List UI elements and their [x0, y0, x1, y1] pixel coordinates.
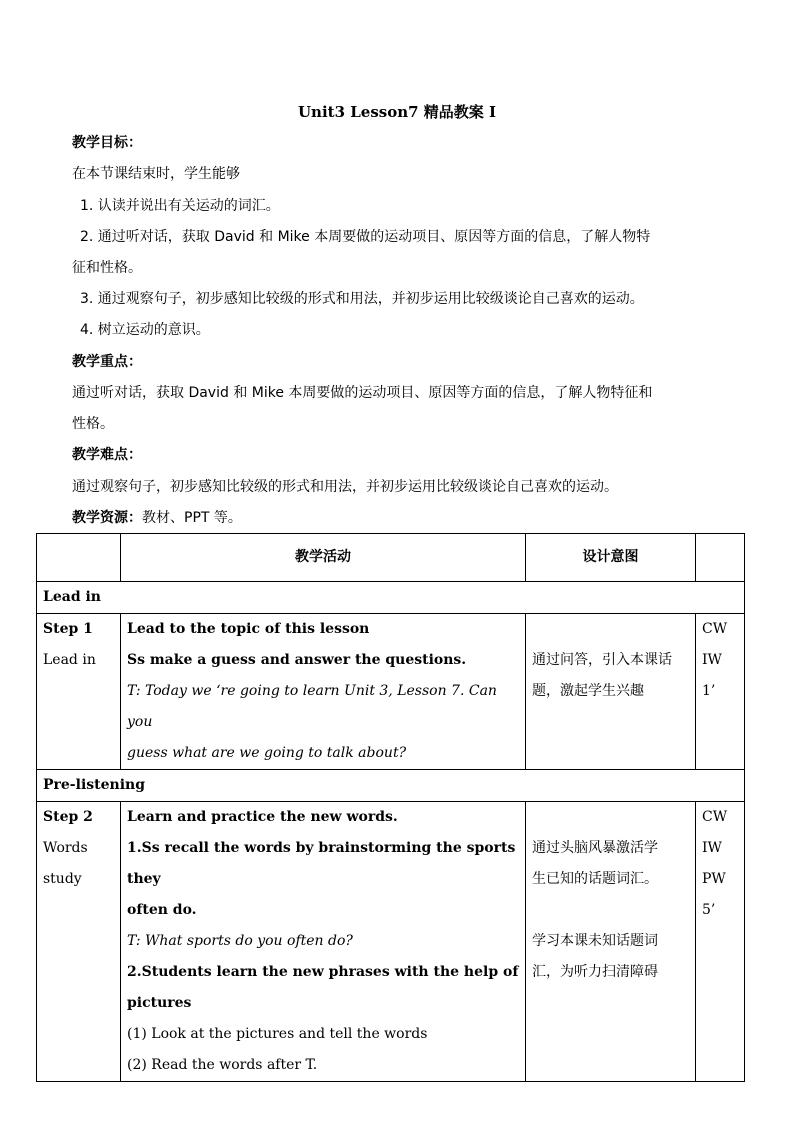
activity-line: often do. — [127, 902, 197, 918]
mode-line: CW — [702, 621, 728, 637]
activity-line: Lead to the topic of this lesson — [127, 621, 370, 637]
header-mode — [696, 534, 745, 582]
document-title: Unit3 Lesson7 精品教案 I — [297, 103, 497, 121]
step-name: study — [43, 871, 82, 887]
key-points-line: 性格。 — [72, 416, 114, 432]
intent-line: 题，激起学生兴趣 — [532, 683, 644, 699]
activity-line: T: Today we ‘re going to learn Unit 3, Lesson 7. Can you — [127, 683, 497, 730]
mode-line: IW — [702, 652, 722, 668]
intent-cell — [526, 802, 696, 1082]
intent-line: 生已知的话题词汇。 — [532, 871, 658, 887]
objective-item: 2. 通过听对话，获取 David 和 Mike 本周要做的运动项目、原因等方面的信息，了解人物特 — [80, 229, 651, 245]
intent-line: 通过问答，引入本课话 — [532, 652, 672, 668]
mode-cell — [696, 614, 745, 770]
objectives-heading: 教学目标： — [72, 135, 142, 151]
activity-line: pictures — [127, 995, 192, 1011]
resources-text: 教材、PPT 等。 — [142, 510, 242, 526]
section-label: Lead in — [37, 582, 745, 614]
objective-item-continued: 征和性格。 — [72, 260, 142, 276]
section-row-pre-listening — [37, 770, 745, 802]
section-label: Pre-listening — [37, 770, 745, 802]
step-name: Lead in — [43, 652, 96, 668]
header-intent: 设计意图 — [526, 534, 696, 582]
mode-line: 1’ — [702, 683, 716, 699]
difficulties-heading: 教学难点： — [72, 447, 142, 463]
objective-item: 3. 通过观察句子，初步感知比较级的形式和用法，并初步运用比较级谈论自己喜欢的运动。 — [80, 291, 644, 307]
activity-line: Learn and practice the new words. — [127, 809, 398, 825]
objectives-intro: 在本节课结束时，学生能够 — [72, 166, 240, 182]
intent-line — [532, 895, 689, 926]
difficulties-line: 通过观察句子，初步感知比较级的形式和用法，并初步运用比较级谈论自己喜欢的运动。 — [72, 479, 618, 495]
mode-line: 5’ — [702, 902, 716, 918]
step-number: Step 2 — [43, 809, 93, 825]
table-row-step-2 — [37, 802, 745, 1082]
intent-line — [532, 614, 689, 645]
intent-line: 通过头脑风暴激活学 — [532, 840, 658, 856]
intent-line — [532, 802, 689, 833]
intent-line: 汇，为听力扫清障碍 — [532, 964, 658, 980]
activity-line: guess what are we going to talk about? — [127, 745, 407, 761]
objective-item: 1. 认读并说出有关运动的词汇。 — [80, 198, 280, 214]
table-header-row — [37, 534, 745, 582]
activity-line: (2) Read the words after T. — [127, 1057, 318, 1073]
table-row-step-1 — [37, 614, 745, 770]
activity-line: (1) Look at the pictures and tell the words — [127, 1026, 428, 1042]
objective-item: 4. 树立运动的意识。 — [80, 322, 210, 338]
header-step — [37, 534, 121, 582]
mode-line: CW — [702, 809, 728, 825]
mode-line: IW — [702, 840, 722, 856]
intent-line: 学习本课未知话题词 — [532, 933, 658, 949]
step-name: Words — [43, 840, 88, 856]
activity-cell — [121, 802, 526, 1082]
key-points-line: 通过听对话，获取 David 和 Mike 本周要做的运动项目、原因等方面的信息，了解人物特征和 — [72, 385, 653, 401]
step-cell — [37, 614, 121, 770]
mode-line: PW — [702, 871, 726, 887]
activity-line: Ss make a guess and answer the questions. — [127, 652, 467, 668]
lesson-activity-table — [36, 533, 745, 1082]
resources-heading: 教学资源： — [72, 510, 142, 526]
intent-cell — [526, 614, 696, 770]
section-row-lead-in — [37, 582, 745, 614]
activity-line: T: What sports do you often do? — [127, 933, 353, 949]
mode-cell — [696, 802, 745, 1082]
key-points-heading: 教学重点： — [72, 354, 142, 370]
activity-line: 2.Students learn the new phrases with the help of — [127, 964, 519, 980]
header-activity: 教学活动 — [121, 534, 526, 582]
step-number: Step 1 — [43, 621, 93, 637]
activity-line: 1.Ss recall the words by brainstorming the sports they — [127, 840, 516, 887]
step-cell — [37, 802, 121, 1082]
activity-cell — [121, 614, 526, 770]
resources-line — [72, 507, 242, 529]
